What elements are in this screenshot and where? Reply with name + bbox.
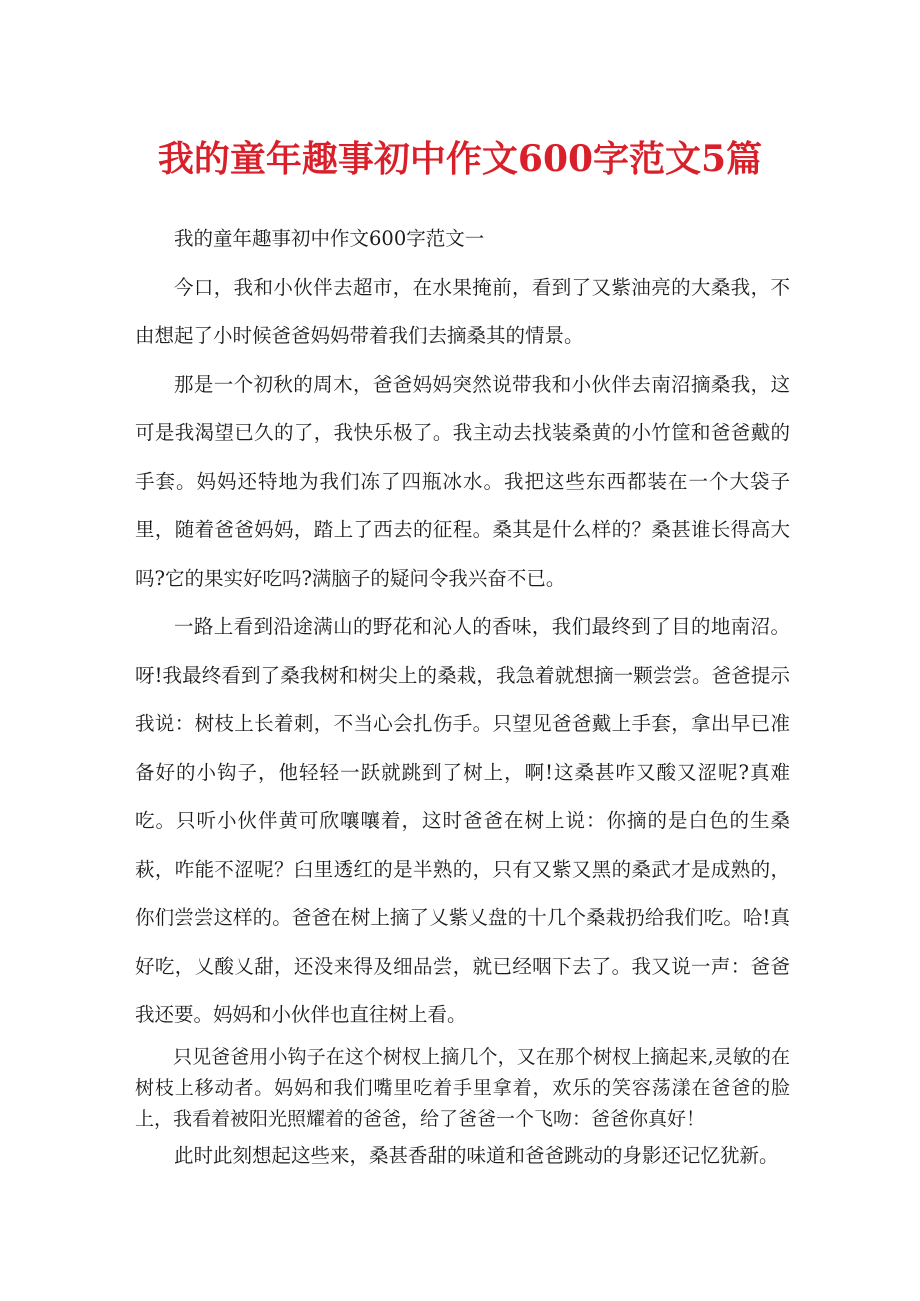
essay-paragraph-5: 此时此刻想起这些来，桑甚香甜的味道和爸爸跳动的身影还记忆犹新。 <box>174 1144 779 1167</box>
essay-subtitle: 我的童年趣事初中作文600字范文一 <box>174 227 485 250</box>
essay-body-closing <box>135 1132 790 1181</box>
essay-paragraph-3: 一路上看到沿途满山的野花和沁人的香味，我们最终到了目的地南沼。呀!我最终看到了桑我树和树尖上的桑栽，我急着就想摘一颗尝尝。爸爸提示我说：树枝上长着刺，不当心会扎伤手。只望见爸爸戴上手套，拿出早已准备好的小钩子，他轻轻一跃就跳到了树上，啊!这桑甚咋又酸又涩呢?真难吃。只听小伙伴黄可欣嚷嚷着，这时爸爸在树上说：你摘的是白色的生桑萩，咋能不涩呢？臼里透红的是半熟的，只有又紫又黑的桑武才是成熟的，你们尝尝这样的。爸爸在树上摘了乂紫乂盘的十几个桑栽扔给我们吃。哈!真好吃，乂酸乂甜，还没来得及细品尝，就已经咽下去了。我又说一声：爸爸我还要。妈妈和小伙伴也直往树上看。 <box>135 615 790 1026</box>
essay-paragraph-1: 今口，我和小伙伴去超市，在水果掩前，看到了又紫油亮的大桑我，不由想起了小时候爸爸妈妈带着我们去摘桑其的情景。 <box>135 275 790 347</box>
document-title: 我的童年趣事初中作文600字范文5篇 <box>157 138 763 180</box>
essay-body-tail <box>135 1042 790 1135</box>
essay-paragraph-2: 那是一个初秋的周木，爸爸妈妈突然说带我和小伙伴去南沼摘桑我，这可是我渴望已久的了，我快乐极了。我主动去找装桑黄的小竹筐和爸爸戴的手套。妈妈还特地为我们冻了四瓶冰水。我把这些东西都装在一个大袋子里，随着爸爸妈妈，踏上了西去的征程。桑其是什么样的？桑甚谁长得高大吗?它的果实好吃吗?满脑子的疑问令我兴奋不已。 <box>135 372 790 590</box>
essay-body-main <box>135 215 790 1040</box>
essay-paragraph-4: 只见爸爸用小钩子在这个树杈上摘几个，又在那个树杈上摘起来,灵敏的在树枝上移动者。妈妈和我们嘴里吃着手里拿着，欢乐的笑容荡漾在爸爸的脸上，我看着被阳光照耀着的爸爸，给了爸爸一个飞吻：爸爸你真好！ <box>135 1046 790 1130</box>
